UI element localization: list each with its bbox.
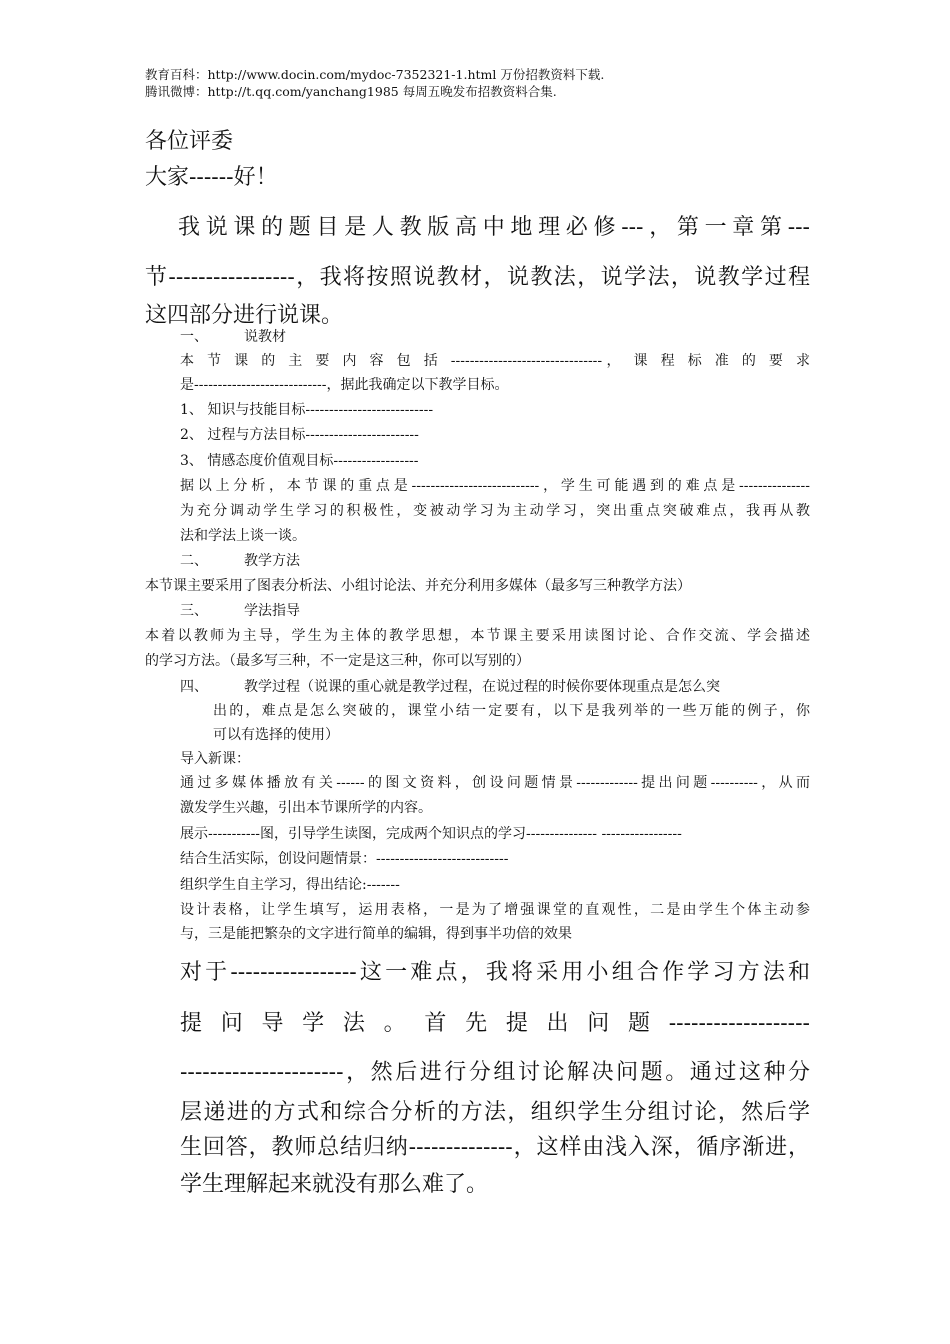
step-3: 结合生活实际，创设问题情景：----------------------------: [180, 851, 509, 867]
greeting-line-1: 各位评委: [145, 129, 234, 154]
step-2: 展示-----------图，引导学生读图，完成两个知识点的学习--------------- -----------------: [180, 826, 682, 842]
section-1-line-2: 是----------------------------，据此我确定以下教学目标。: [180, 377, 509, 393]
step-5-line-2: 与，三是能把繁杂的文字进行简单的编辑，得到事半功倍的效果: [180, 926, 572, 942]
section-4-title-2: 出的，难点是怎么突破的，课堂小结一定要有，以下是我列举的一些万能的例子，你: [213, 703, 810, 719]
section-3-number: 三、: [180, 603, 208, 619]
section-3-heading: [180, 599, 300, 623]
header-line-1: 教育百科：http://www.docin.com/mydoc-7352321-1.html 万份招教资料下载.: [145, 67, 605, 82]
section-2-number: 二、: [180, 553, 208, 569]
section-3-title: 学法指导: [244, 603, 300, 619]
section-4-title-3: 可以有选择的使用）: [213, 727, 339, 743]
analysis-line-1: 据以上分析，本节课的重点是---------------------------，学生可能遇到的难点是---------------: [180, 478, 810, 494]
intro-line-2: 节-----------------，我将按照说教材，说教法，说学法，说教学过程: [145, 265, 810, 290]
section-1-number: 一、: [180, 329, 208, 345]
header-line-2: 腾讯微博：http://t.qq.com/yanchang1985 每周五晚发布招教资料合集.: [145, 84, 557, 99]
step-4: 组织学生自主学习，得出结论:-------: [180, 877, 400, 893]
section-1-line-1: 本 节 课 的 主 要 内 容 包 括 --------------------------------， 课 程 标 准 的 要 求: [180, 353, 810, 369]
section-1-title: 说教材: [244, 329, 286, 345]
closing-line-6: 学生理解起来就没有那么难了。: [180, 1172, 489, 1197]
section-4-number: 四、: [180, 679, 208, 695]
step-1-line-2: 激发学生兴趣，引出本节课所学的内容。: [180, 800, 432, 816]
step-1-line-1: 通过多媒体播放有关------的图文资料，创设问题情景-------------提出问题----------，从而: [180, 775, 810, 791]
section-2-title: 教学方法: [244, 553, 300, 569]
step-5-line-1: 设计表格，让学生填写，运用表格，一是为了增强课堂的直观性，二是由学生个体主动参: [180, 902, 810, 918]
section-3-body-1: 本着以教师为主导，学生为主体的教学思想，本节课主要采用读图讨论、合作交流、学会描述: [145, 628, 810, 644]
closing-line-2: 提 问 导 学 法 。 首 先 提 出 问 题 -------------------: [180, 1011, 810, 1036]
goal-3: 3、 情感态度价值观目标------------------: [180, 453, 419, 469]
closing-line-1: 对于-----------------这一难点，我将采用小组合作学习方法和: [180, 960, 810, 985]
section-4-heading: [180, 675, 720, 699]
section-3-body-2: 的学习方法。（最多写三种，不一定是这三种，你可以写别的）: [145, 653, 530, 669]
closing-line-5: 生回答，教师总结归纳--------------，这样由浅入深，循序渐进，: [180, 1135, 810, 1160]
closing-line-3: ----------------------，然后进行分组讨论解决问题。通过这种分: [180, 1060, 810, 1085]
goal-1: 1、 知识与技能目标---------------------------: [180, 402, 434, 418]
closing-line-4: 层递进的方式和综合分析的方法，组织学生分组讨论，然后学: [180, 1100, 810, 1125]
intro-new-lesson-label: 导入新课：: [180, 751, 250, 767]
goal-2: 2、 过程与方法目标------------------------: [180, 427, 419, 443]
section-4-title-1: 教学过程（说课的重心就是教学过程，在说过程的时候你要体现重点是怎么突: [244, 679, 720, 695]
section-2-heading: [180, 549, 300, 573]
section-2-body: 本节课主要采用了图表分析法、小组讨论法、并充分利用多媒体（最多写三种教学方法）: [145, 578, 691, 594]
analysis-line-3: 法和学法上谈一谈。: [180, 528, 306, 544]
intro-line-1: 我说课的题目是人教版高中地理必修---，第一章第---: [178, 215, 810, 240]
intro-line-3: 这四部分进行说课。: [145, 303, 344, 328]
analysis-line-2: 为充分调动学生学习的积极性，变被动学习为主动学习，突出重点突破难点，我再从教: [180, 503, 810, 519]
greeting-line-2: 大家------好！: [145, 165, 278, 190]
section-1-heading: [180, 325, 286, 349]
